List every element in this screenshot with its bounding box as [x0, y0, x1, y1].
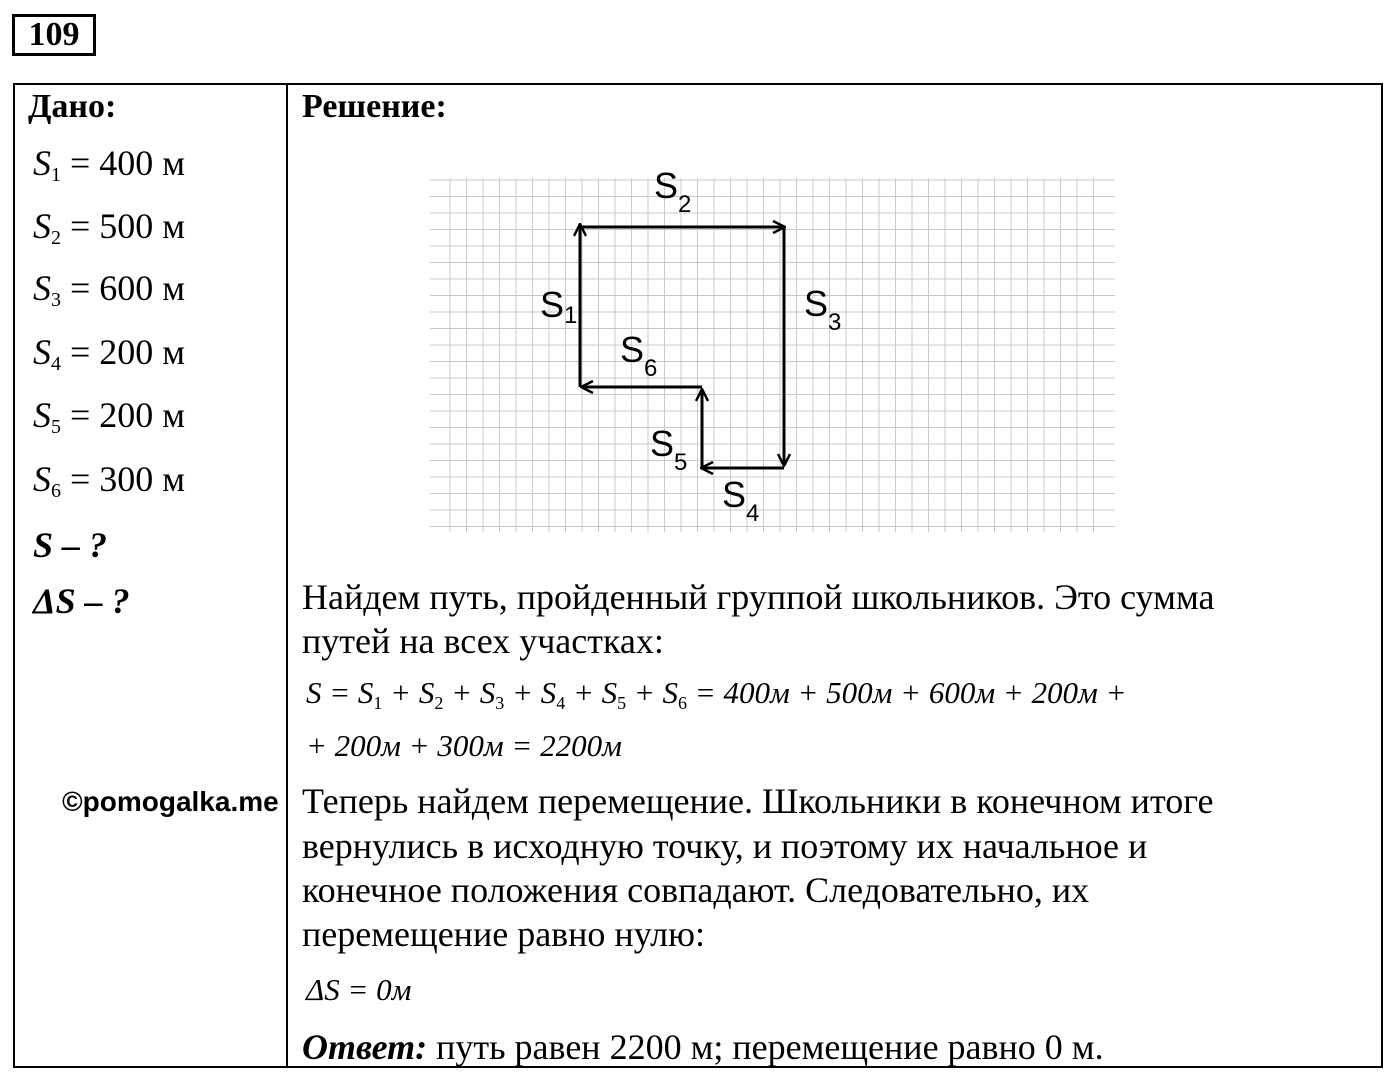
formula-displacement: ΔS = 0м: [306, 972, 412, 1007]
given-s6: $S_6 = 300$ м: [33, 459, 186, 502]
label-s2: $S_2$: [654, 165, 692, 218]
given-heading: Дано:: [28, 88, 117, 125]
path-arrows: [580, 225, 784, 468]
path-diagram: [430, 160, 1120, 555]
answer-text: путь равен 2200 м; перемещение равно 0 м.: [427, 1027, 1104, 1067]
given-unknown-displacement: ΔS – ?: [33, 581, 130, 621]
given-s3: $S_3 = 600$ м: [33, 268, 186, 311]
label-s1: S1: [540, 284, 578, 329]
para2-line2: вернулись в исходную точку, и поэтому их начальное и: [302, 826, 1148, 866]
column-divider: [286, 83, 288, 1068]
grid-paper: [430, 178, 1115, 532]
para2-line3: конечное положения совпадают. Следовательно, их: [302, 870, 1090, 910]
formula-path-sum: $S = S_1 + S_2 + S_3 + S_4 + S_5 + S_6 = 400м + 500м + 600м + 200м$ +: [306, 675, 1127, 713]
given-unknown-path: S – ?: [33, 525, 108, 565]
given-s4: $S_4 = 200$ м: [33, 332, 186, 375]
answer-line: [302, 1026, 1104, 1068]
para2-line1: Теперь найдем перемещение. Школьники в конечном итоге: [302, 781, 1214, 821]
watermark: ©pomogalka.me: [62, 786, 279, 817]
para2-line4: перемещение равно нулю:: [302, 914, 705, 954]
given-s2: $S_2 = 500$ м: [33, 206, 186, 249]
para1-line1: Найдем путь, пройденный группой школьников. Это сумма: [302, 577, 1215, 617]
given-s1: $S_1 = 400$ м: [33, 143, 186, 186]
answer-label: Ответ:: [302, 1027, 428, 1067]
label-s5: $S_5$: [650, 423, 688, 476]
solution-heading: Решение:: [302, 88, 447, 125]
problem-number: 109: [12, 14, 96, 56]
label-s4: $S_4$: [722, 474, 760, 527]
given-s5: $S_5 = 200$ м: [33, 395, 186, 438]
label-s6: $S_6$: [620, 329, 658, 382]
formula-path-result: + 200м + 300м = 2200м: [306, 728, 622, 763]
label-s3: $S_3$: [804, 283, 842, 336]
para1-line2: путей на всех участках:: [302, 621, 664, 661]
